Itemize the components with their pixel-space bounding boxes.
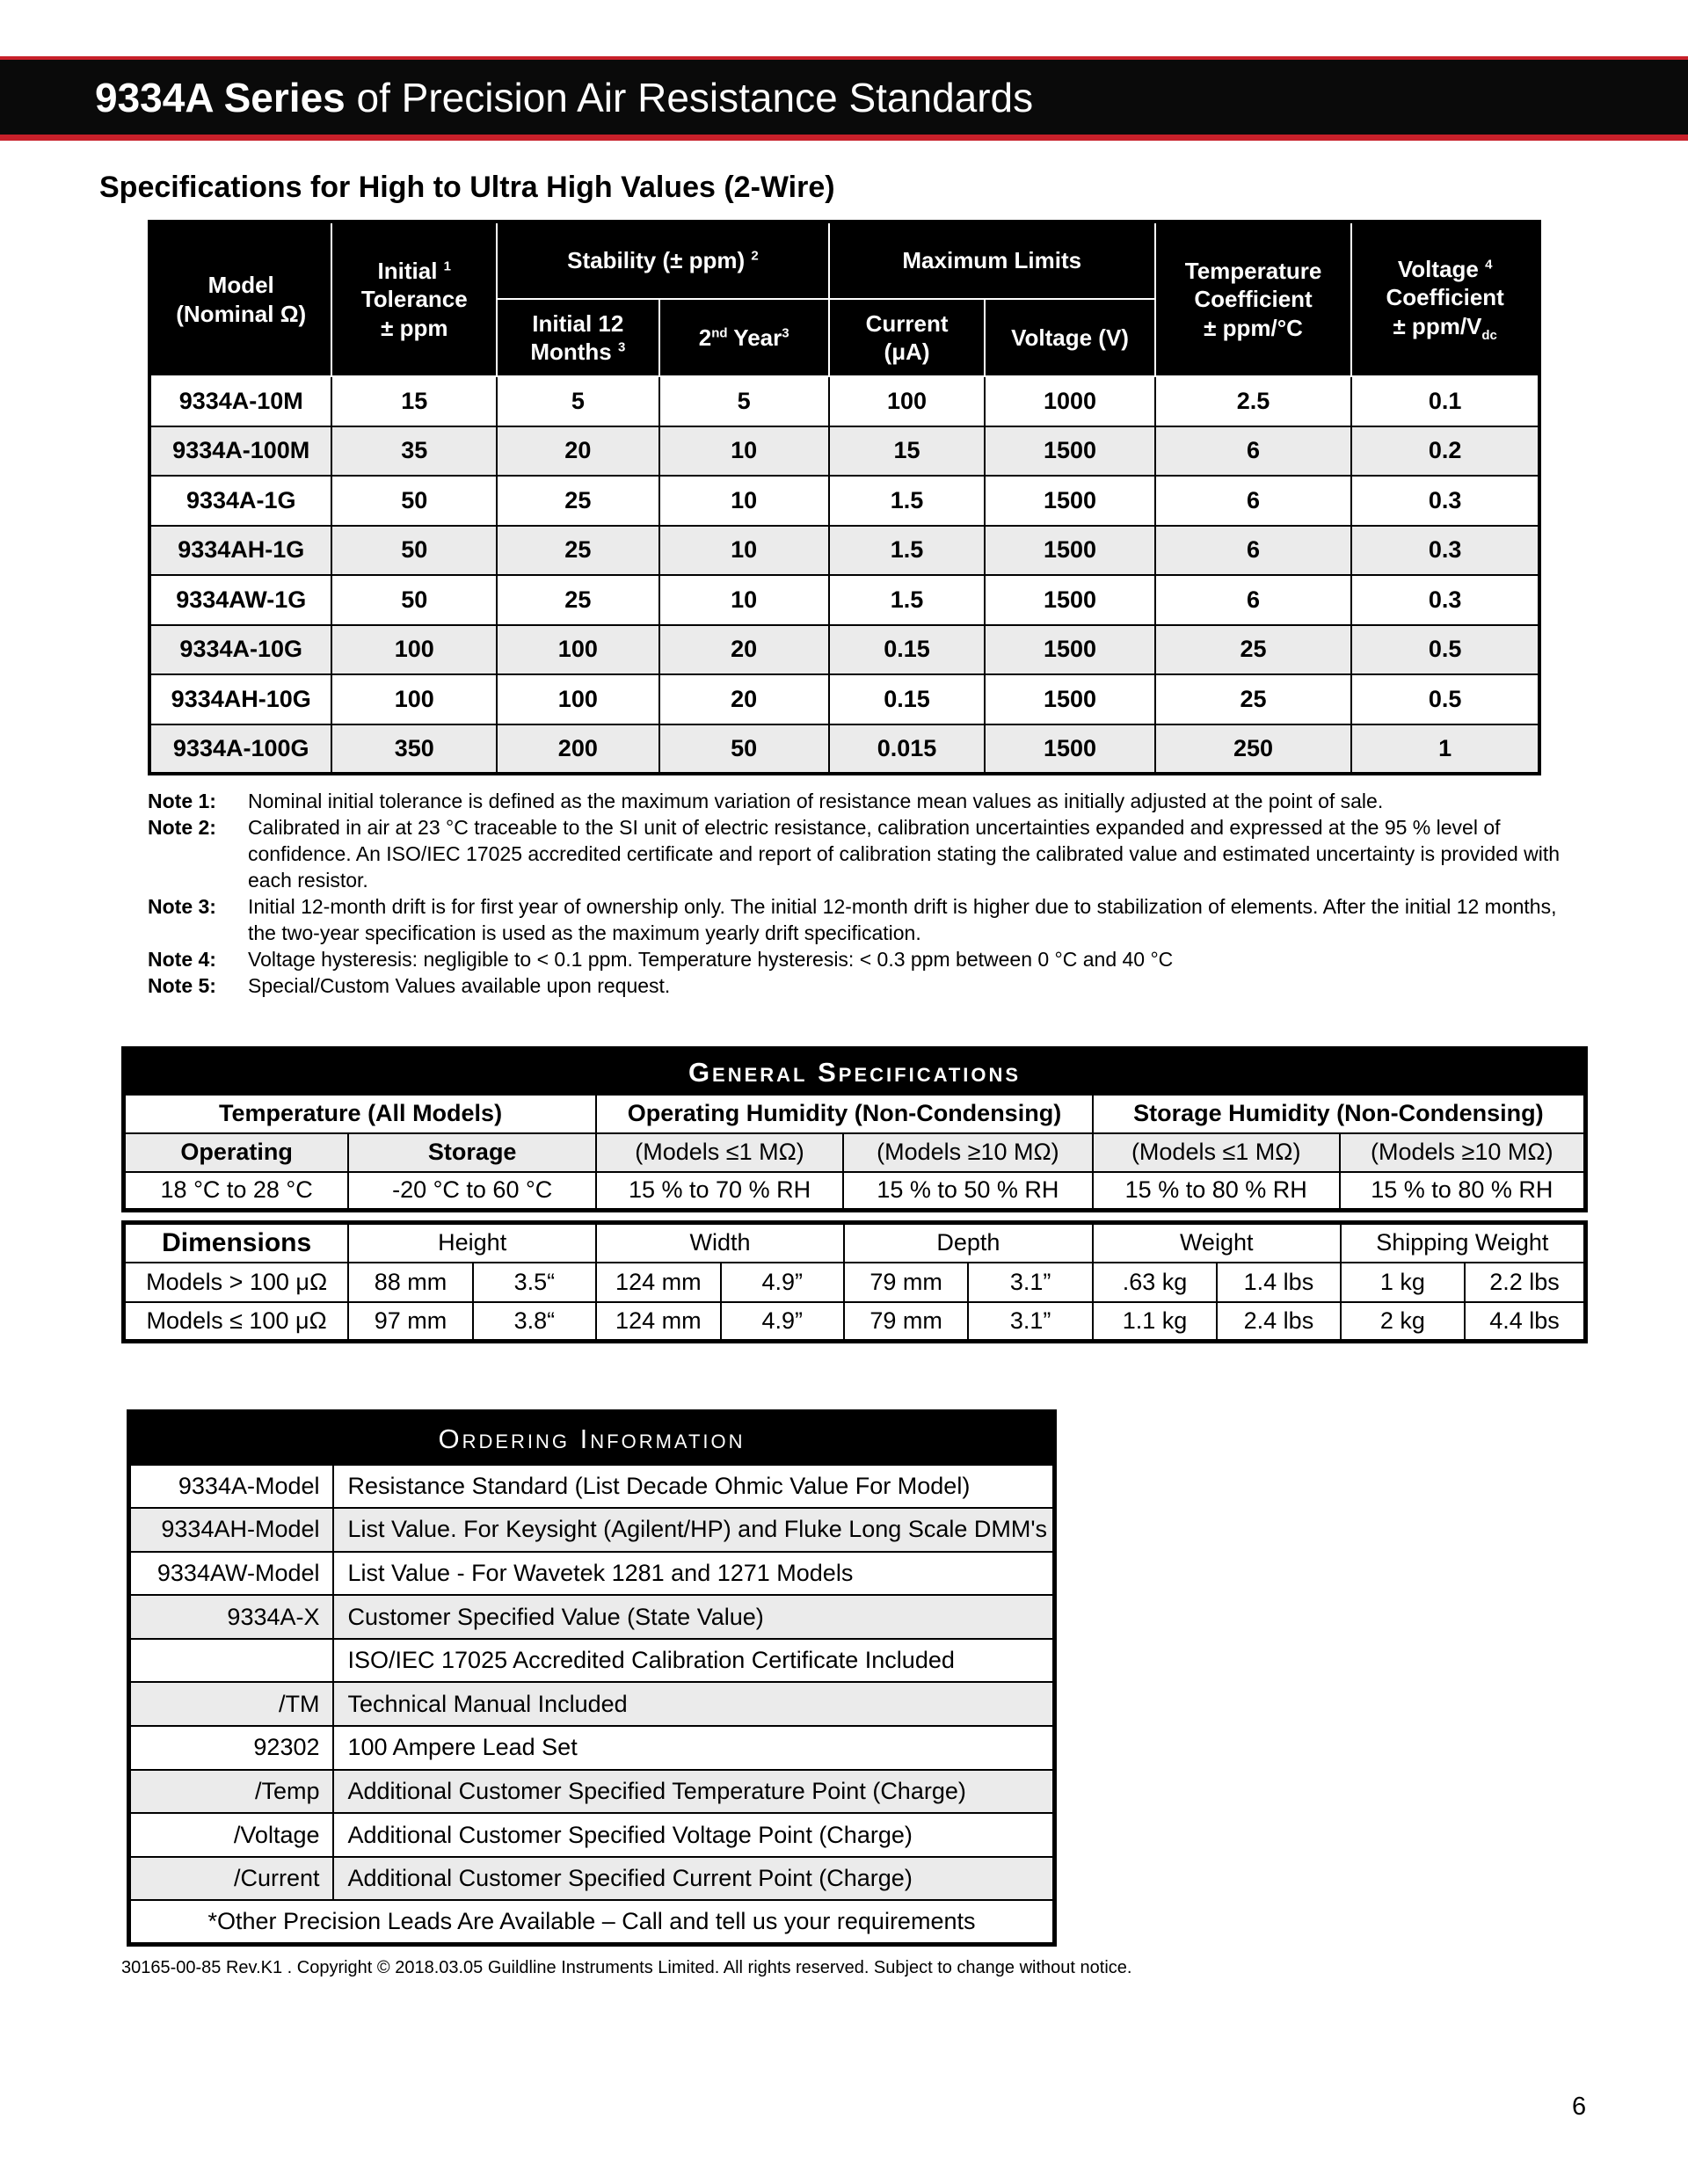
order-code: 9334AW-Model [129, 1552, 333, 1596]
operating-label: Operating [124, 1133, 349, 1172]
table-row [149, 526, 1539, 576]
dim-value: 3.8“ [473, 1302, 596, 1342]
spec-value: 18 °C to 28 °C [124, 1172, 349, 1211]
dim-value: .63 kg [1093, 1263, 1217, 1302]
order-description: List Value. For Keysight (Agilent/HP) and Fluke Long Scale DMM's [333, 1508, 1055, 1552]
general-specs-title: General Specifications [124, 1049, 1586, 1095]
col-voltage-coef: Voltage $^4$ Coefficient ± ppm/$V_{dc}$ [1351, 222, 1539, 376]
spec-cell: 1.5 [829, 526, 986, 576]
spec-value: 15 % to 80 % RH [1340, 1172, 1586, 1211]
general-specs-table [121, 1046, 1588, 1212]
model-cell: 9334AH-10G [149, 674, 331, 724]
dim-value: 1.1 kg [1093, 1302, 1217, 1342]
dim-value: 97 mm [348, 1302, 472, 1342]
order-code [129, 1639, 333, 1683]
model-cell: 9334A-10M [149, 376, 331, 426]
note-item [148, 893, 1563, 946]
spec-value: 15 % to 50 % RH [843, 1172, 1093, 1211]
dim-header-shipping-weight: Shipping Weight [1341, 1223, 1586, 1263]
note-item [148, 972, 1563, 999]
col-stability: Stability (± ppm) $^2$ [497, 222, 829, 299]
storage-label: Storage [348, 1133, 596, 1172]
spec-cell: 100 [331, 674, 497, 724]
note-label: Note 4: [148, 948, 216, 971]
ordering-table [127, 1409, 1057, 1947]
spec-cell: 25 [497, 526, 658, 576]
spec-cell: 50 [331, 575, 497, 625]
dim-value: 2.2 lbs [1465, 1263, 1585, 1302]
spec-cell: 1500 [985, 575, 1154, 625]
spec-cell: 1500 [985, 526, 1154, 576]
note-text: Voltage hysteresis: negligible to < 0.1 ppm. Temperature hysteresis: < 0.3 ppm between 0 °C and 40 °C [248, 948, 1174, 971]
spec-cell: 10 [659, 426, 829, 477]
dim-header-height: Height [348, 1223, 596, 1263]
spec-cell: 1500 [985, 625, 1154, 675]
spec-cell: 6 [1155, 426, 1352, 477]
spec-cell: 0.15 [829, 674, 986, 724]
table-row [129, 1770, 1055, 1814]
order-description: List Value - For Wavetek 1281 and 1271 Models [333, 1552, 1055, 1596]
copyright: 30165-00-85 Rev.K1 . Copyright © 2018.03.05 Guildline Instruments Limited. All rights reserved. Subject to change without notice. [121, 1958, 1132, 1977]
spec-value: 15 % to 70 % RH [596, 1172, 843, 1211]
col-initial-tolerance: Initial $^1$ Tolerance ± ppm [331, 222, 497, 376]
spec-cell: 100 [829, 376, 986, 426]
spec-cell: 6 [1155, 575, 1352, 625]
spec-cell: 250 [1155, 724, 1352, 775]
header-banner [0, 56, 1688, 141]
spec-cell: 1 [1351, 724, 1539, 775]
order-description: Technical Manual Included [333, 1682, 1055, 1726]
spec-cell: 6 [1155, 526, 1352, 576]
spec-cell: 20 [659, 674, 829, 724]
order-description: Customer Specified Value (State Value) [333, 1595, 1055, 1639]
order-code: /TM [129, 1682, 333, 1726]
dim-value: 1.4 lbs [1217, 1263, 1340, 1302]
spec-cell: 100 [497, 674, 658, 724]
spec-cell: 50 [659, 724, 829, 775]
spec-cell: 0.1 [1351, 376, 1539, 426]
spec-table [148, 220, 1541, 775]
spec-cell: 0.2 [1351, 426, 1539, 477]
ordering-title: Ordering Information [129, 1412, 1055, 1465]
dim-value: 4.9” [721, 1302, 844, 1342]
spec-cell: 20 [497, 426, 658, 477]
order-description: ISO/IEC 17025 Accredited Calibration Certificate Included [333, 1639, 1055, 1683]
spec-cell: 25 [1155, 625, 1352, 675]
dimensions-table [121, 1220, 1588, 1343]
spec-cell: 1.5 [829, 476, 986, 526]
note-item [148, 814, 1563, 893]
table-row [149, 376, 1539, 426]
model-cell: 9334A-10G [149, 625, 331, 675]
table-row [149, 426, 1539, 477]
spec-cell: 0.3 [1351, 575, 1539, 625]
dim-header-weight: Weight [1093, 1223, 1341, 1263]
spec-cell: 0.5 [1351, 674, 1539, 724]
note-label: Note 3: [148, 895, 216, 918]
notes-list [148, 788, 1563, 999]
order-code: 9334A-Model [129, 1465, 333, 1509]
note-label: Note 2: [148, 816, 216, 839]
dim-value: 3.1” [968, 1302, 1092, 1342]
dim-value: 79 mm [844, 1263, 968, 1302]
order-code: /Current [129, 1857, 333, 1901]
table-row [129, 1552, 1055, 1596]
model-cell: 9334A-100G [149, 724, 331, 775]
dim-value: 2 kg [1341, 1302, 1465, 1342]
dim-value: 2.4 lbs [1217, 1302, 1340, 1342]
spec-cell: 1000 [985, 376, 1154, 426]
note-text: Special/Custom Values available upon request. [248, 974, 671, 997]
dim-row-label: Models ≤ 100 μΩ [124, 1302, 349, 1342]
model-cell: 9334AW-1G [149, 575, 331, 625]
dim-value: 4.9” [721, 1263, 844, 1302]
ordering-footer: *Other Precision Leads Are Available – Call and tell us your requirements [129, 1900, 1055, 1944]
order-code: 9334A-X [129, 1595, 333, 1639]
table-row [149, 575, 1539, 625]
table-row [149, 674, 1539, 724]
model-cell: 9334AH-1G [149, 526, 331, 576]
order-description: Additional Customer Specified Current Point (Charge) [333, 1857, 1055, 1901]
spec-cell: 0.15 [829, 625, 986, 675]
col-model: Model (Nominal Ω) [149, 222, 331, 376]
spec-cell: 35 [331, 426, 497, 477]
spec-cell: 1500 [985, 724, 1154, 775]
table-row [129, 1900, 1055, 1944]
models-le1-label: (Models ≤1 MΩ) [1093, 1133, 1340, 1172]
note-text: Calibrated in air at 23 °C traceable to the SI unit of electric resistance, calibration uncertainties expanded and expressed at the 95 % level of confidence. An ISO/IEC 17025 accredited certificate and report of calibration stating the calibrated value and estimated uncertainty is provided with each resistor. [248, 816, 1561, 892]
table-row [129, 1857, 1055, 1901]
col-current: Current (μA) [829, 299, 986, 376]
models-ge10-label: (Models ≥10 MΩ) [1340, 1133, 1586, 1172]
order-code: /Temp [129, 1770, 333, 1814]
note-text: Nominal initial tolerance is defined as the maximum variation of resistance mean values as initially adjusted at the point of sale. [248, 790, 1384, 812]
table-row [129, 1465, 1055, 1509]
spec-cell: 6 [1155, 476, 1352, 526]
spec-cell: 1500 [985, 674, 1154, 724]
spec-cell: 15 [331, 376, 497, 426]
st-humidity-header: Storage Humidity (Non-Condensing) [1093, 1095, 1586, 1133]
spec-value: 15 % to 80 % RH [1093, 1172, 1340, 1211]
table-row [129, 1639, 1055, 1683]
order-description: Additional Customer Specified Voltage Point (Charge) [333, 1813, 1055, 1857]
order-description: Additional Customer Specified Temperature Point (Charge) [333, 1770, 1055, 1814]
spec-cell: 20 [659, 625, 829, 675]
banner-title: 9334A Series of Precision Air Resistance Standards [95, 75, 1034, 120]
order-code: /Voltage [129, 1813, 333, 1857]
spec-cell: 100 [497, 625, 658, 675]
table-row [129, 1595, 1055, 1639]
note-item [148, 946, 1563, 972]
spec-cell: 1.5 [829, 575, 986, 625]
dim-value: 88 mm [348, 1263, 472, 1302]
dim-value: 3.5“ [473, 1263, 596, 1302]
dim-value: 4.4 lbs [1465, 1302, 1585, 1342]
table-row [129, 1726, 1055, 1770]
dimensions-title: Dimensions [124, 1223, 349, 1263]
order-description: Resistance Standard (List Decade Ohmic Value For Model) [333, 1465, 1055, 1509]
model-cell: 9334A-1G [149, 476, 331, 526]
table-row [129, 1508, 1055, 1552]
op-humidity-header: Operating Humidity (Non-Condensing) [596, 1095, 1093, 1133]
dim-value: 1 kg [1341, 1263, 1465, 1302]
dim-value: 79 mm [844, 1302, 968, 1342]
table-row [149, 476, 1539, 526]
spec-value: -20 °C to 60 °C [348, 1172, 596, 1211]
table-row [124, 1302, 1586, 1342]
spec-cell: 5 [497, 376, 658, 426]
spec-cell: 350 [331, 724, 497, 775]
dim-header-depth: Depth [844, 1223, 1093, 1263]
dim-value: 124 mm [596, 1263, 720, 1302]
spec-cell: 200 [497, 724, 658, 775]
page-number: 6 [1572, 2093, 1587, 2121]
spec-cell: 0.3 [1351, 526, 1539, 576]
col-temp-coef: Temperature Coefficient ± ppm/°C [1155, 222, 1352, 376]
spec-cell: 10 [659, 575, 829, 625]
col-max-limits: Maximum Limits [829, 222, 1155, 299]
spec-cell: 0.3 [1351, 476, 1539, 526]
temp-header: Temperature (All Models) [124, 1095, 597, 1133]
note-text: Initial 12-month drift is for first year of ownership only. The initial 12-month drift is higher due to stabilization of elements. After the initial 12 months, the two-year specification is used as the maximum yearly drift specification. [248, 895, 1557, 944]
table-row [129, 1682, 1055, 1726]
spec-cell: 25 [497, 575, 658, 625]
dim-header-width: Width [596, 1223, 844, 1263]
models-ge10-label: (Models ≥10 MΩ) [843, 1133, 1093, 1172]
spec-section-title: Specifications for High to Ultra High Values (2-Wire) [99, 171, 835, 204]
spec-cell: 50 [331, 526, 497, 576]
spec-cell: 100 [331, 625, 497, 675]
models-le1-label: (Models ≤1 MΩ) [596, 1133, 843, 1172]
spec-cell: 25 [497, 476, 658, 526]
note-item [148, 788, 1563, 814]
order-code: 92302 [129, 1726, 333, 1770]
spec-cell: 10 [659, 526, 829, 576]
table-row [149, 625, 1539, 675]
spec-cell: 0.5 [1351, 625, 1539, 675]
dim-value: 3.1” [968, 1263, 1092, 1302]
spec-cell: 1500 [985, 426, 1154, 477]
order-description: 100 Ampere Lead Set [333, 1726, 1055, 1770]
spec-cell: 0.015 [829, 724, 986, 775]
table-row [149, 724, 1539, 775]
model-cell: 9334A-100M [149, 426, 331, 477]
spec-cell: 10 [659, 476, 829, 526]
note-label: Note 1: [148, 790, 216, 812]
table-row [129, 1813, 1055, 1857]
col-voltage: Voltage (V) [985, 299, 1154, 376]
col-second-year: 2nd Year$^3$ [659, 299, 829, 376]
spec-cell: 2.5 [1155, 376, 1352, 426]
spec-cell: 1500 [985, 476, 1154, 526]
table-row [124, 1263, 1586, 1302]
order-code: 9334AH-Model [129, 1508, 333, 1552]
dim-row-label: Models > 100 μΩ [124, 1263, 349, 1302]
spec-cell: 50 [331, 476, 497, 526]
spec-cell: 15 [829, 426, 986, 477]
note-label: Note 5: [148, 974, 216, 997]
col-initial-12: Initial 12 Months $^3$ [497, 299, 658, 376]
spec-cell: 5 [659, 376, 829, 426]
spec-cell: 25 [1155, 674, 1352, 724]
dim-value: 124 mm [596, 1302, 720, 1342]
